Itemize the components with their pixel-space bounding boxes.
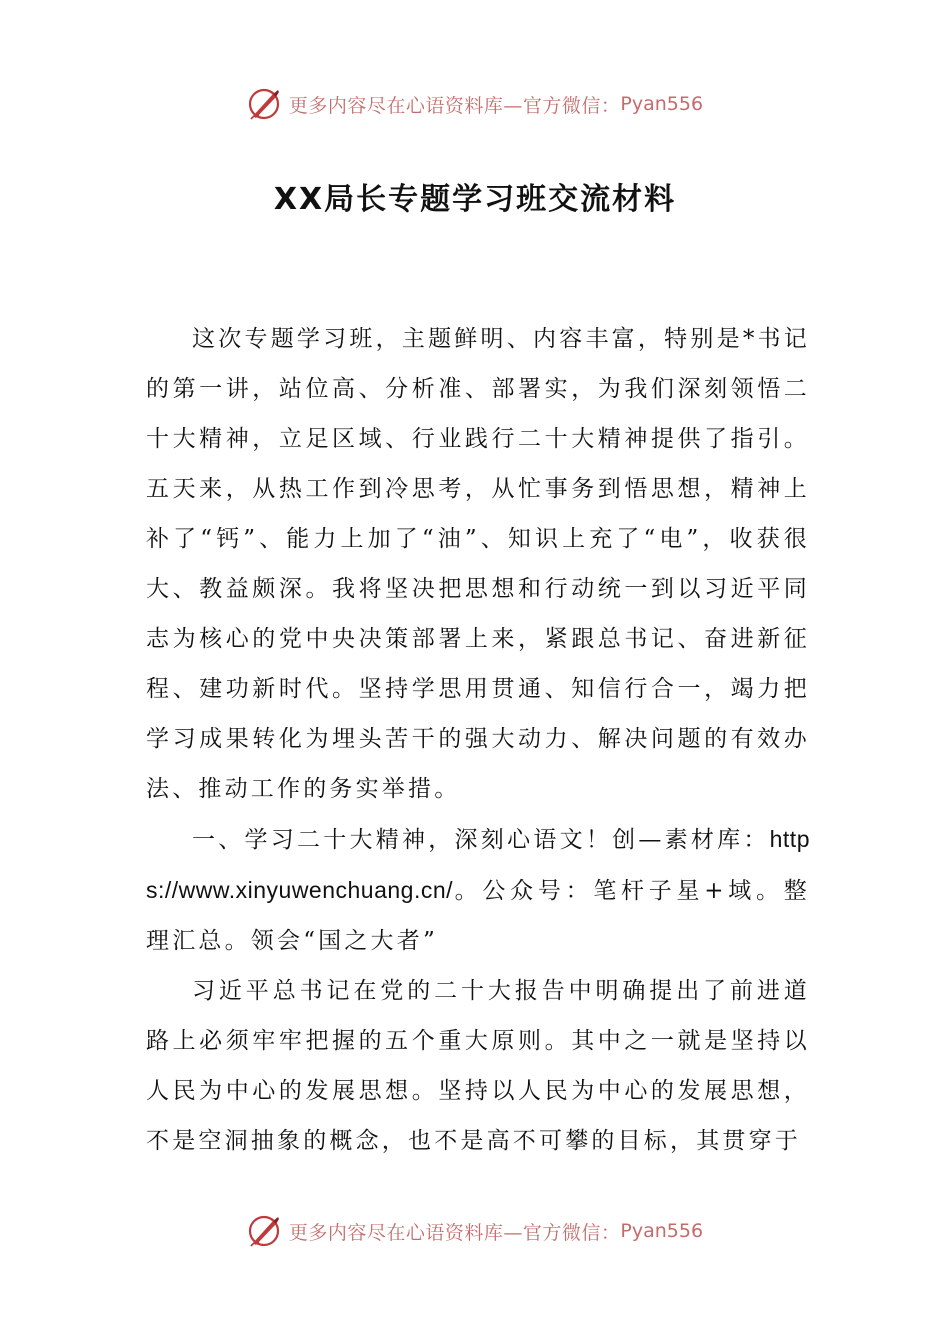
document-body <box>146 314 810 1166</box>
paragraph-intro: 这次专题学习班，主题鲜明、内容丰富，特别是*书记的第一讲，站位高、分析准、部署实，为我们深刻领悟二十大精神，立足区域、行业践行二十大精神提供了指引。五天来，从热工作到冷思考，从忙事务到悟思想，精神上补了“钙”、能力上加了“油”、知识上充了“电”，收获很大、教益颇深。我将坚决把思想和行动统一到以习近平同志为核心的党中央决策部署上来，紧跟总书记、奋进新征程、建功新时代。坚持学思用贯通、知信行合一，竭力把学习成果转化为埋头苦干的强大动力、解决问题的有效办法、推动工作的务实举措。 <box>146 326 810 802</box>
watermark-text: 更多内容尽在心语资料库—官方微信： <box>288 94 621 117</box>
website-link[interactable]: https://www.xinyuwenchuang.cn/ <box>146 826 810 903</box>
pen-logo-icon <box>247 1213 283 1249</box>
paragraph-principles: 习近平总书记在党的二十大报告中明确提出了前进道路上必须牢牢把握的五个重大原则。其中之一就是坚持以人民为中心的发展思想。坚持以人民为中心的发展思想，不是空洞抽象的概念，也不是高不可攀的目标，其贯穿于 <box>146 978 810 1154</box>
heading-1-text-end: 。公众号：笔杆子星+域。整理汇总。领会“国之大者” <box>146 878 810 954</box>
watermark-banner-top <box>0 84 950 124</box>
heading-1-text-start: 一、学习二十大精神，深刻心语文！创—素材库： <box>192 827 770 853</box>
watermark-wechat-id: Pyan556 <box>620 1220 704 1242</box>
document-title: XX局长专题学习班交流材料 <box>273 182 677 217</box>
section-heading-1 <box>146 814 810 966</box>
pen-logo-icon <box>247 86 283 122</box>
watermark-wechat-id: Pyan556 <box>620 93 704 115</box>
watermark-text: 更多内容尽在心语资料库—官方微信： <box>288 1221 621 1244</box>
watermark-banner-bottom <box>0 1211 950 1251</box>
